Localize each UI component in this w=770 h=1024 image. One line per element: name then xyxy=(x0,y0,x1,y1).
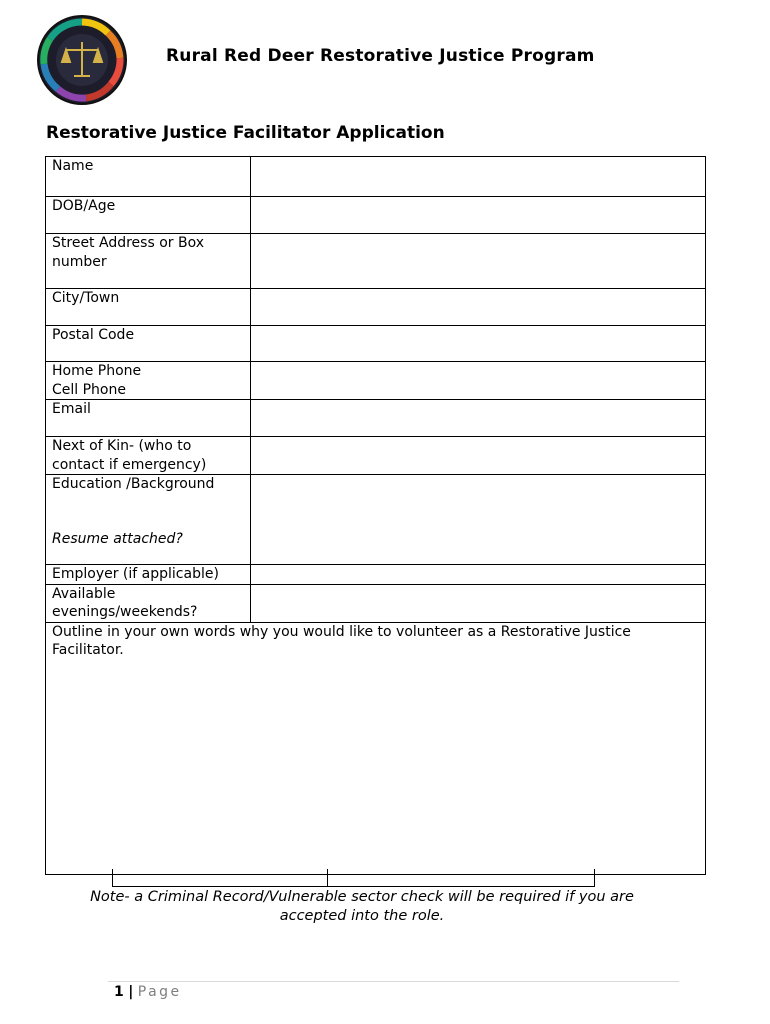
availability-label xyxy=(46,584,251,622)
bottom-strip-divider xyxy=(327,869,328,886)
home-phone-label: Home Phone xyxy=(52,363,142,379)
table-row xyxy=(46,565,706,585)
resume-attached-label: Resume attached? xyxy=(52,530,183,547)
page-number: 1 xyxy=(114,984,124,1000)
outline-motivation-field[interactable] xyxy=(46,622,706,874)
table-row xyxy=(46,622,706,874)
name-field[interactable] xyxy=(251,157,706,197)
table-row xyxy=(46,475,706,565)
phone-field[interactable] xyxy=(251,362,706,400)
criminal-record-note xyxy=(60,888,664,926)
city-town-label-text: City/Town xyxy=(52,290,120,306)
table-row xyxy=(46,400,706,437)
street-address-field[interactable] xyxy=(251,234,706,289)
education-field[interactable] xyxy=(251,475,706,565)
postal-code-field[interactable] xyxy=(251,326,706,362)
dob-age-field[interactable] xyxy=(251,197,706,234)
email-field[interactable] xyxy=(251,400,706,437)
street-address-label-line2: number xyxy=(52,253,107,270)
outline-motivation-prompt: Outline in your own words why you would like to volunteer as a Restorative Justice Facilitator. xyxy=(52,623,631,658)
availability-field[interactable] xyxy=(251,584,706,622)
availability-label-line2: evenings/weekends? xyxy=(52,604,198,620)
dob-age-label xyxy=(46,197,251,234)
note-line-2: accepted into the role. xyxy=(279,908,445,924)
next-of-kin-label-line2: contact if emergency) xyxy=(52,456,207,473)
name-label xyxy=(46,157,251,197)
bottom-table-strip xyxy=(112,869,595,887)
postal-code-label xyxy=(46,326,251,362)
employer-field[interactable] xyxy=(251,565,706,585)
city-town-field[interactable] xyxy=(251,289,706,326)
next-of-kin-label-line1: Next of Kin- (who to xyxy=(52,438,192,454)
table-row xyxy=(46,289,706,326)
scales-of-justice-logo-icon xyxy=(36,12,128,108)
next-of-kin-label xyxy=(46,437,251,475)
employer-label xyxy=(46,565,251,585)
city-town-label xyxy=(46,289,251,326)
footer-separator: | xyxy=(128,984,134,1000)
next-of-kin-field[interactable] xyxy=(251,437,706,475)
dob-age-label-text: DOB/Age xyxy=(52,198,116,214)
education-label-text: Education /Background xyxy=(52,476,215,492)
education-label xyxy=(46,475,251,565)
table-row xyxy=(46,326,706,362)
table-row xyxy=(46,157,706,197)
name-label-text: Name xyxy=(52,158,94,174)
street-address-label-line1: Street Address or Box xyxy=(52,235,204,251)
employer-label-text: Employer (if applicable) xyxy=(52,566,219,582)
page-label: Page xyxy=(137,984,182,1000)
application-form-table xyxy=(45,156,706,875)
form-title: Restorative Justice Facilitator Application xyxy=(46,123,445,143)
footer-divider xyxy=(108,981,679,982)
table-row xyxy=(46,584,706,622)
availability-label-line1: Available xyxy=(52,585,116,602)
table-row xyxy=(46,197,706,234)
phone-label xyxy=(46,362,251,400)
organization-title: Rural Red Deer Restorative Justice Program xyxy=(166,46,595,66)
email-label-text: Email xyxy=(52,401,91,417)
postal-code-label-text: Postal Code xyxy=(52,327,135,343)
email-label xyxy=(46,400,251,437)
street-address-label xyxy=(46,234,251,289)
cell-phone-label: Cell Phone xyxy=(52,381,126,398)
page-footer xyxy=(114,984,182,1000)
table-row xyxy=(46,362,706,400)
table-row xyxy=(46,234,706,289)
note-line-1: Note- a Criminal Record/Vulnerable sector check will be required if you are xyxy=(90,889,634,905)
table-row xyxy=(46,437,706,475)
